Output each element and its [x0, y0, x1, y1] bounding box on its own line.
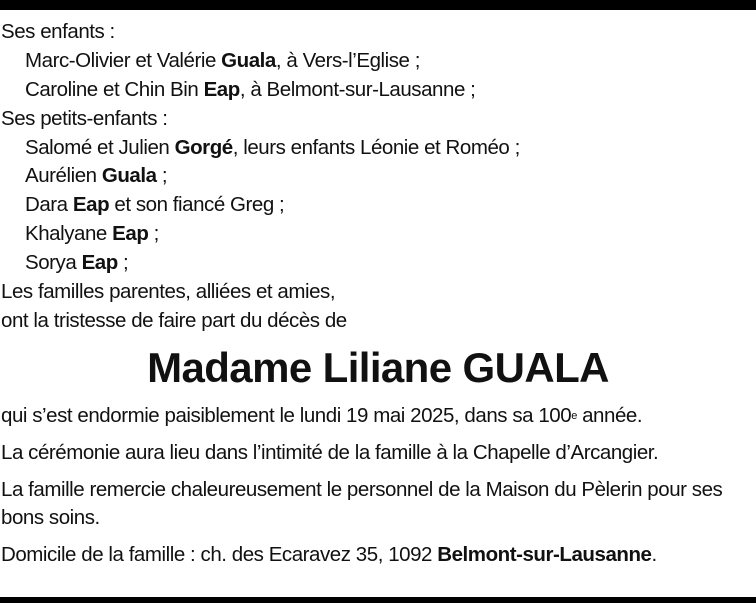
- grandchild-entry: Dara Eap et son fiancé Greg ;: [25, 193, 285, 217]
- thanks-paragraph: La famille remercie chaleureusement le personnel de la Maison du Pèlerin pour ses bons soins.: [1, 477, 723, 530]
- children-heading: Ses enfants :: [1, 20, 115, 43]
- deceased-name: Madame Liliane GUALA: [147, 343, 609, 391]
- child-entry: Marc-Olivier et Valérie Guala, à Vers-l’Eglise ;: [25, 48, 420, 72]
- ceremony-line: La cérémonie aura lieu dans l’intimité de la famille à la Chapelle d’Arcangier.: [1, 440, 659, 464]
- child-entry: Caroline et Chin Bin Eap, à Belmont-sur-Lausanne ;: [25, 77, 476, 101]
- death-date-line: qui s’est endormie paisiblement le lundi 19 mai 2025, dans sa 100e année.: [1, 403, 643, 427]
- bottom-rule: [0, 597, 756, 603]
- ordinal-superscript: e: [571, 409, 577, 422]
- obituary-notice: [1, 18, 755, 570]
- announcement-line: ont la tristesse de faire part du décès de: [1, 308, 347, 332]
- grandchild-entry: Salomé et Julien Gorgé, leurs enfants Léonie et Roméo ;: [25, 135, 520, 159]
- grandchild-entry: Sorya Eap ;: [25, 251, 129, 275]
- top-rule: [0, 0, 756, 10]
- grandchild-entry: Aurélien Guala ;: [25, 164, 168, 188]
- domicile-line: Domicile de la famille : ch. des Ecaravez 35, 1092 Belmont-sur-Lausanne.: [1, 543, 657, 567]
- grandchild-entry: Khalyane Eap ;: [25, 222, 159, 246]
- families-line: Les familles parentes, alliées et amies,: [1, 280, 336, 304]
- grandchildren-heading: Ses petits-enfants :: [1, 106, 168, 130]
